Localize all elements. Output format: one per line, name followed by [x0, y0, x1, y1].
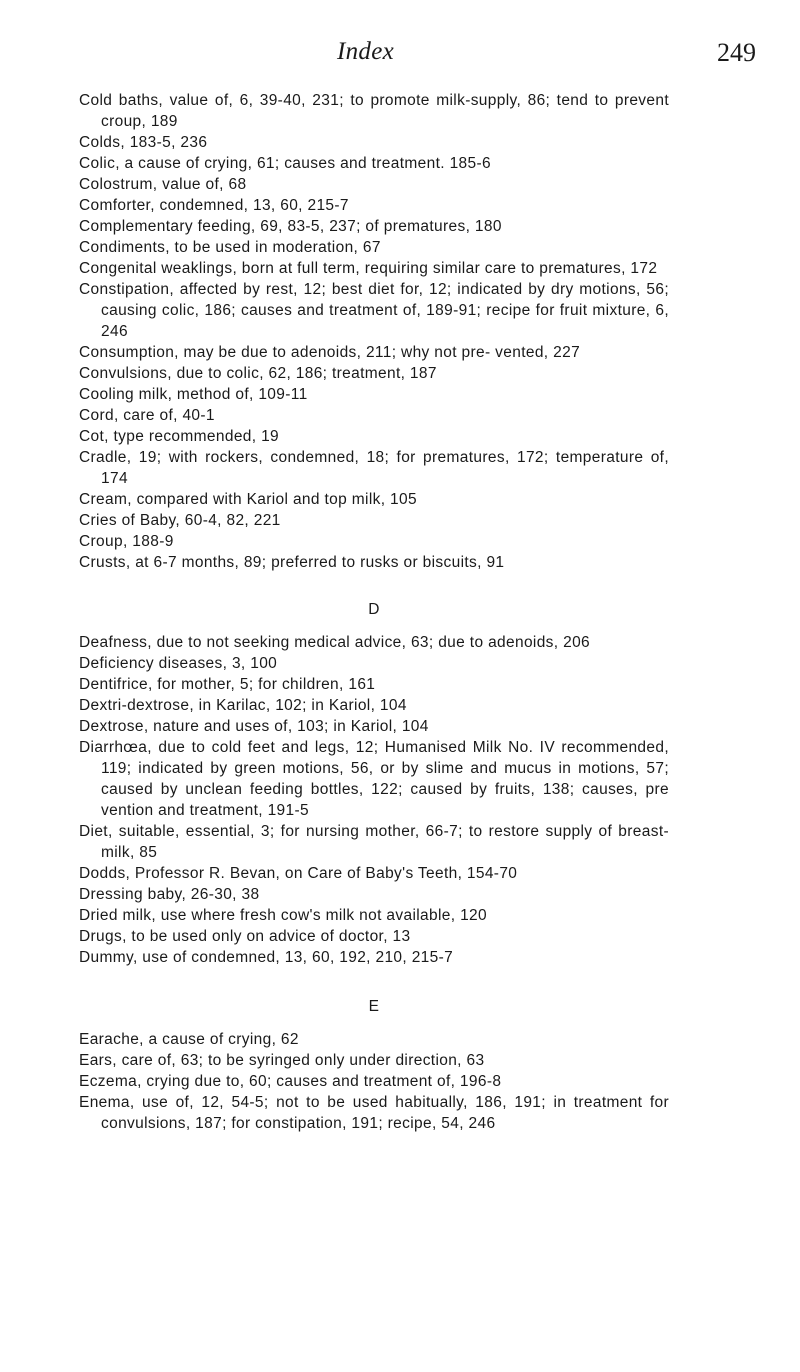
index-entry: Dummy, use of condemned, 13, 60, 192, 210, 215-7 — [79, 949, 454, 966]
index-entry: Constipation, affected by rest, 12; best diet for, 12; indicated by dry motions, 56; causing colic, 186; causes and treatment of, 189-91; recipe for fruit mixture, 6, 246 — [79, 281, 669, 340]
section-letter: E — [368, 998, 380, 1015]
index-entry: Deafness, due to not seeking medical advice, 63; due to adenoids, 206 — [79, 634, 591, 651]
index-entry: Cot, type recommended, 19 — [79, 428, 280, 445]
index-entry: Complementary feeding, 69, 83-5, 237; of prematures, 180 — [79, 218, 502, 235]
index-entry: Croup, 188-9 — [79, 533, 174, 550]
index-entry: Colostrum, value of, 68 — [79, 176, 247, 193]
index-entry: Eczema, crying due to, 60; causes and treatment of, 196-8 — [79, 1073, 502, 1090]
index-entry: Cooling milk, method of, 109-11 — [79, 386, 308, 403]
index-entry: Congenital weaklings, born at full term, requiring similar care to prematures, 172 — [79, 260, 658, 277]
index-entry: Dextrose, nature and uses of, 103; in Kariol, 104 — [79, 718, 429, 735]
section-letter: D — [368, 601, 380, 618]
index-entry: Condiments, to be used in moderation, 67 — [79, 239, 381, 256]
index-entry: Deficiency diseases, 3, 100 — [79, 655, 278, 672]
index-entry: Dried milk, use where fresh cow's milk not available, 120 — [79, 907, 487, 924]
index-entry: Convulsions, due to colic, 62, 186; treatment, 187 — [79, 365, 437, 382]
index-section — [79, 996, 669, 1134]
index-entry: Ears, care of, 63; to be syringed only under direction, 63 — [79, 1052, 485, 1069]
index-body — [79, 90, 669, 1134]
index-entry: Colic, a cause of crying, 61; causes and treatment. 185-6 — [79, 155, 491, 172]
index-entry: Cries of Baby, 60-4, 82, 221 — [79, 512, 281, 529]
index-section — [79, 599, 669, 968]
index-entry: Diarrhœa, due to cold feet and legs, 12; Humanised Milk No. IV recommended, 119; indicated by green motions, 56, or by slime and mucus in motions, 57; caused by unclean feeding bottles, 122; caused by fruits, 138; causes, pre vention and treatment, 191-5 — [79, 739, 669, 819]
index-entry: Earache, a cause of crying, 62 — [79, 1031, 299, 1048]
index-entry: Cold baths, value of, 6, 39-40, 231; to promote milk-supply, 86; tend to prevent croup, 189 — [79, 92, 669, 130]
index-entry: Drugs, to be used only on advice of doctor, 13 — [79, 928, 411, 945]
index-entry: Enema, use of, 12, 54-5; not to be used habitually, 186, 191; in treatment for convulsions, 187; for constipation, 191; recipe, 54, 246 — [79, 1094, 669, 1132]
page-number: 249 — [717, 38, 756, 67]
index-entry: Colds, 183-5, 236 — [79, 134, 208, 151]
index-entry: Comforter, condemned, 13, 60, 215-7 — [79, 197, 349, 214]
index-entry: Diet, suitable, essential, 3; for nursing mother, 66-7; to restore supply of breast-milk, 85 — [79, 823, 669, 861]
running-header — [0, 38, 800, 78]
index-entry: Cream, compared with Kariol and top milk, 105 — [79, 491, 417, 508]
index-entry: Cradle, 19; with rockers, condemned, 18; for prematures, 172; temperature of, 174 — [79, 449, 669, 487]
index-section — [79, 90, 669, 573]
index-entry: Crusts, at 6-7 months, 89; preferred to rusks or biscuits, 91 — [79, 554, 505, 571]
index-entry: Consumption, may be due to adenoids, 211; why not pre- vented, 227 — [79, 344, 581, 361]
index-entry: Dentifrice, for mother, 5; for children, 161 — [79, 676, 376, 693]
index-entry: Dodds, Professor R. Bevan, on Care of Baby's Teeth, 154-70 — [79, 865, 518, 882]
index-entry: Dressing baby, 26-30, 38 — [79, 886, 260, 903]
page-title: Index — [337, 38, 395, 65]
index-entry: Dextri-dextrose, in Karilac, 102; in Kariol, 104 — [79, 697, 407, 714]
index-entry: Cord, care of, 40-1 — [79, 407, 215, 424]
